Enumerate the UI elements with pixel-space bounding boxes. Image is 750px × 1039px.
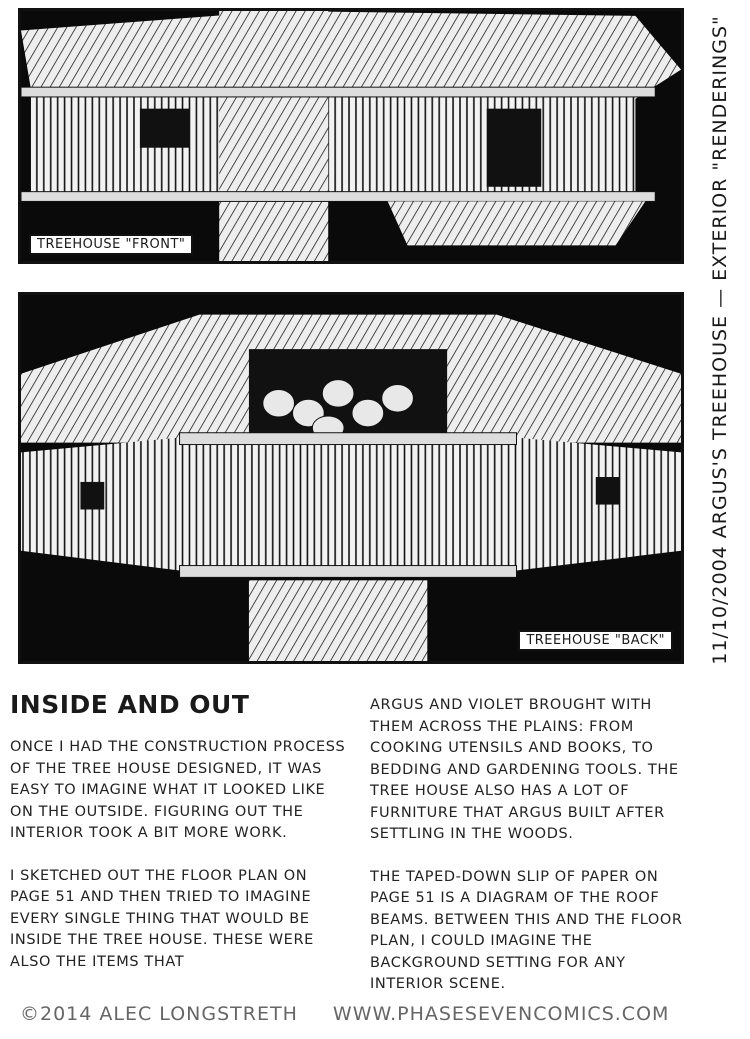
website-link[interactable]: WWW.PHASESEVENCOMICS.COM [332, 1003, 670, 1025]
copyright: ©2014 ALEC LONGSTRETH [20, 1003, 298, 1025]
panel-treehouse-back [18, 292, 684, 664]
treehouse-back-illustration [21, 295, 681, 661]
side-note: 11/10/2004 ARGUS'S TREEHOUSE — EXTERIOR "RENDERINGS" [709, 15, 731, 665]
article-heading: INSIDE AND OUT [10, 690, 250, 719]
paragraph: I SKETCHED OUT THE FLOOR PLAN ON PAGE 51 AND THEN TRIED TO IMAGINE EVERY SINGLE THING THAT WOULD BE INSIDE THE TREE HOUSE. THESE WERE ALSO THE ITEMS THAT [10, 867, 314, 970]
paragraph: ARGUS AND VIOLET BROUGHT WITH THEM ACROSS THE PLAINS: FROM COOKING UTENSILS AND BOOKS, TO BEDDING AND GARDENING TOOLS. THE TREE HOUSE ALSO HAS A LOT OF FURNITURE THAT ARGUS BUILT AFTER SETTLING IN THE WOODS. [370, 697, 679, 842]
panel-caption: TREEHOUSE "FRONT" [29, 234, 193, 255]
panel-caption: TREEHOUSE "BACK" [518, 630, 673, 651]
paragraph: ONCE I HAD THE CONSTRUCTION PROCESS OF THE TREE HOUSE DESIGNED, IT WAS EASY TO IMAGINE WHAT IT LOOKED LIKE ON THE OUTSIDE. FIGURING OUT THE INTERIOR TOOK A BIT MORE WORK. [10, 739, 346, 841]
treehouse-front-illustration [21, 11, 681, 261]
paragraph: THE TAPED-DOWN SLIP OF PAPER ON PAGE 51 IS A DIAGRAM OF THE ROOF BEAMS. BETWEEN THIS AND THE FLOOR PLAN, I COULD IMAGINE THE BACKGROUND SETTING FOR ANY INTERIOR SCENE. [370, 868, 683, 992]
footer [20, 1003, 697, 1025]
panel-treehouse-front [18, 8, 684, 264]
article-column-left [10, 737, 350, 994]
article-column-right [370, 695, 700, 1017]
